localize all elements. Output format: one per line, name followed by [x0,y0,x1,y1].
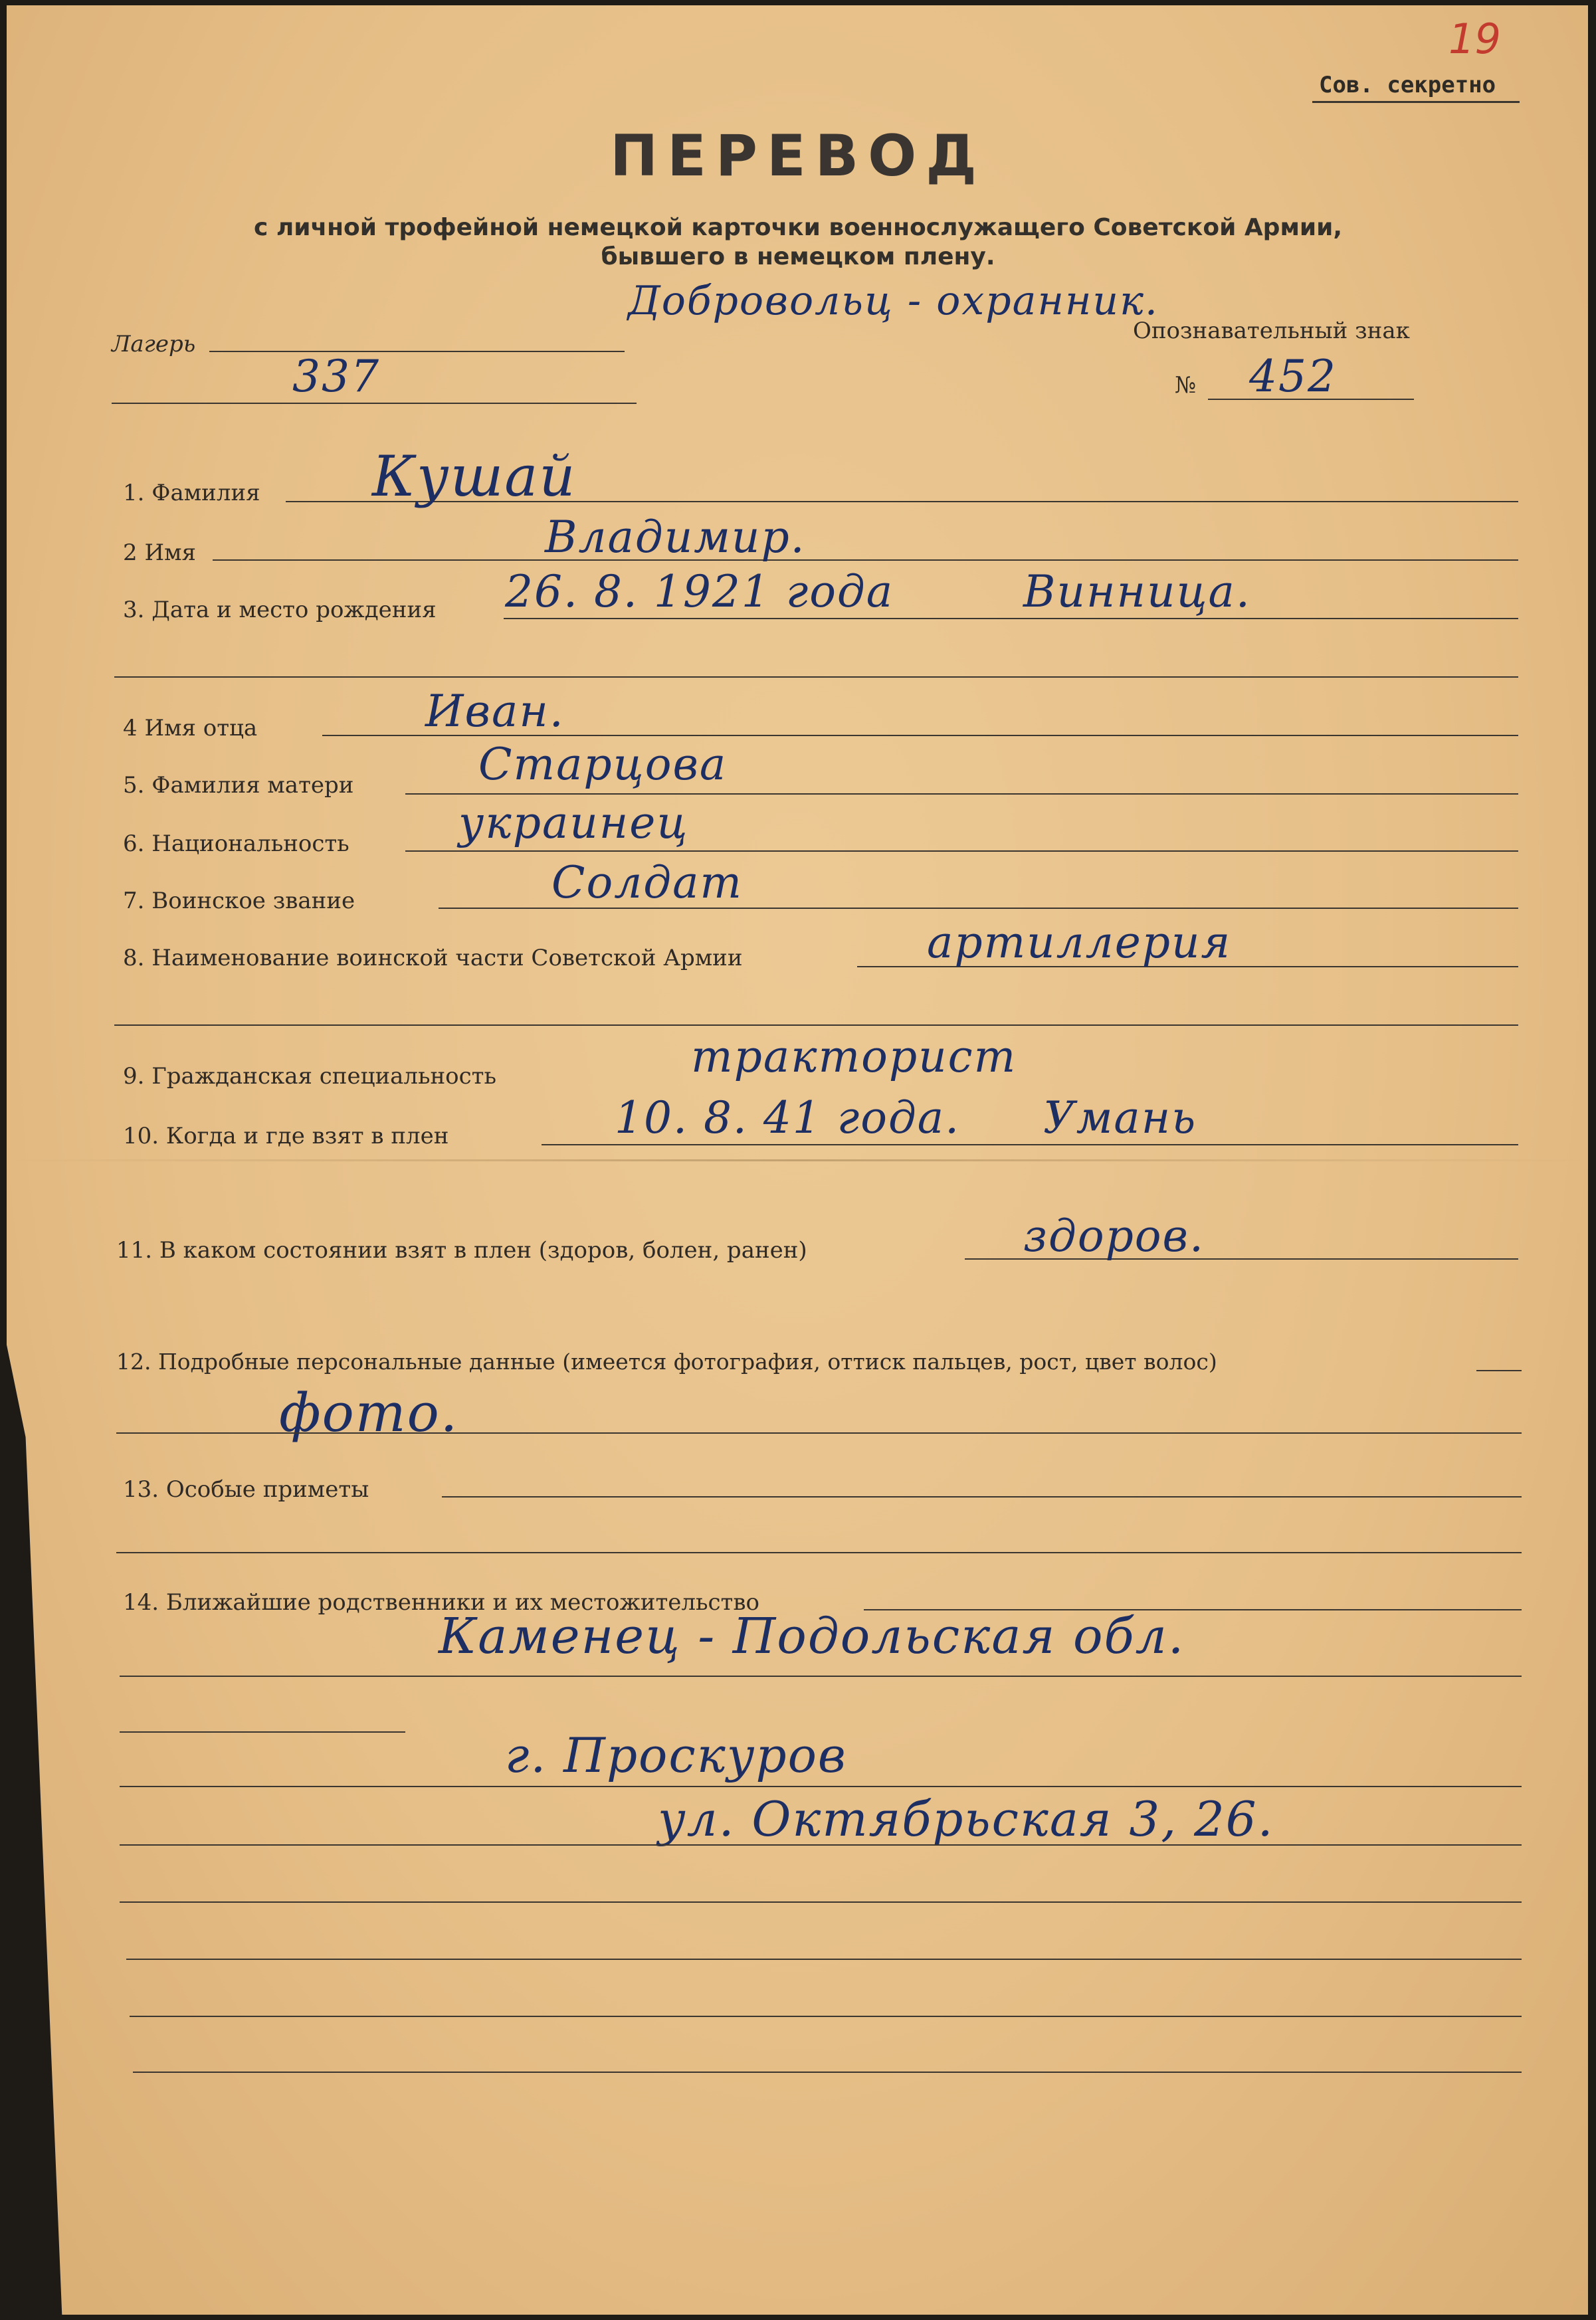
camp-note: Добровольц - охранник. [628,278,1159,324]
field-nationality-label: 6. Национальность [123,830,349,857]
field-personal-data-line-2 [116,1432,1522,1434]
camp-value: 337 [292,351,380,402]
field-birth-line-2 [114,676,1518,678]
classification-stamp: Сов. секретно [1319,72,1496,98]
field-name-value: Владимир. [545,512,806,563]
field-relatives-line-3: ул. Октябрьская 3, 26. [658,1791,1274,1847]
relatives-line-c [120,1786,1522,1787]
relatives-line-d [120,1844,1522,1846]
field-father-value: Иван. [425,686,565,737]
field-condition-value: здоров. [1023,1210,1205,1262]
field-relatives-line-2: г. Проскуров [505,1727,847,1783]
field-birth-line [504,618,1518,619]
field-condition-label: 11. В каком состоянии взят в плен (здоров, болен, ранен) [116,1237,807,1264]
field-personal-data-value: фото. [279,1382,459,1444]
camp-line-2 [112,403,637,404]
relatives-line-a [120,1676,1522,1677]
fold-crease [7,1159,1588,1161]
field-unit-value: артиллерия [927,917,1232,968]
field-mother-label: 5. Фамилия матери [123,772,354,799]
relatives-line-e [120,1901,1522,1903]
document-title: ПЕРЕВОД [610,123,986,189]
relatives-line-h [133,2072,1522,2073]
id-tag-number-label: № [1175,372,1197,399]
subtitle-line-2: бывшего в немецком плену. [601,243,995,270]
field-father-label: 4 Имя отца [123,715,258,741]
field-marks-label: 13. Особые приметы [123,1476,369,1503]
field-unit-label: 8. Наименование воинской части Советской Армии [123,945,743,971]
subtitle-line-1: с личной трофейной немецкой карточки военнослужащего Советской Армии, [253,214,1343,241]
field-marks-line-2 [116,1552,1522,1553]
field-captured-place: Умань [1043,1092,1197,1143]
id-tag-value: 452 [1249,351,1337,402]
field-nationality-value: украинец [458,797,689,848]
field-rank-value: Солдат [551,857,744,908]
field-mother-value: Старцова [478,739,728,790]
field-name-line [213,559,1518,561]
relatives-line-b [120,1731,405,1733]
field-birth-place: Винница. [1023,566,1251,617]
field-profession-label: 9. Гражданская специальность [123,1063,496,1090]
field-birth-label: 3. Дата и место рождения [123,597,437,623]
page-number: 19 [1448,15,1501,63]
classification-underline [1312,101,1520,103]
field-mother-line [405,793,1518,795]
field-captured-date: 10. 8. 41 года. [615,1092,961,1143]
field-nationality-line [405,850,1518,852]
field-profession-value: тракторист [691,1031,1017,1082]
field-relatives-label: 14. Ближайшие родственники и их местожительство [123,1589,759,1616]
field-relatives-line-1: Каменец - Подольская обл. [439,1608,1185,1665]
camp-line [209,351,625,352]
id-tag-label: Опознавательный знак [1133,318,1410,344]
field-rank-label: 7. Воинское звание [123,888,355,914]
field-surname-value: Кушай [372,444,577,509]
field-birth-date: 26. 8. 1921 года [505,566,894,617]
field-captured-label: 10. Когда и где взят в плен [123,1123,449,1149]
field-surname-label: 1. Фамилия [123,480,260,506]
field-personal-data-line [1476,1370,1522,1371]
field-unit-line-2 [114,1024,1518,1026]
field-captured-line [542,1144,1518,1145]
field-marks-line [442,1496,1522,1498]
relatives-line-g [130,2016,1522,2017]
relatives-line-f [126,1959,1522,1960]
field-name-label: 2 Имя [123,539,196,566]
id-tag-line [1208,399,1414,400]
field-personal-data-label: 12. Подробные персональные данные (имеется фотография, оттиск пальцев, рост, цвет волос) [116,1349,1217,1375]
camp-label: Лагерь [112,331,196,357]
